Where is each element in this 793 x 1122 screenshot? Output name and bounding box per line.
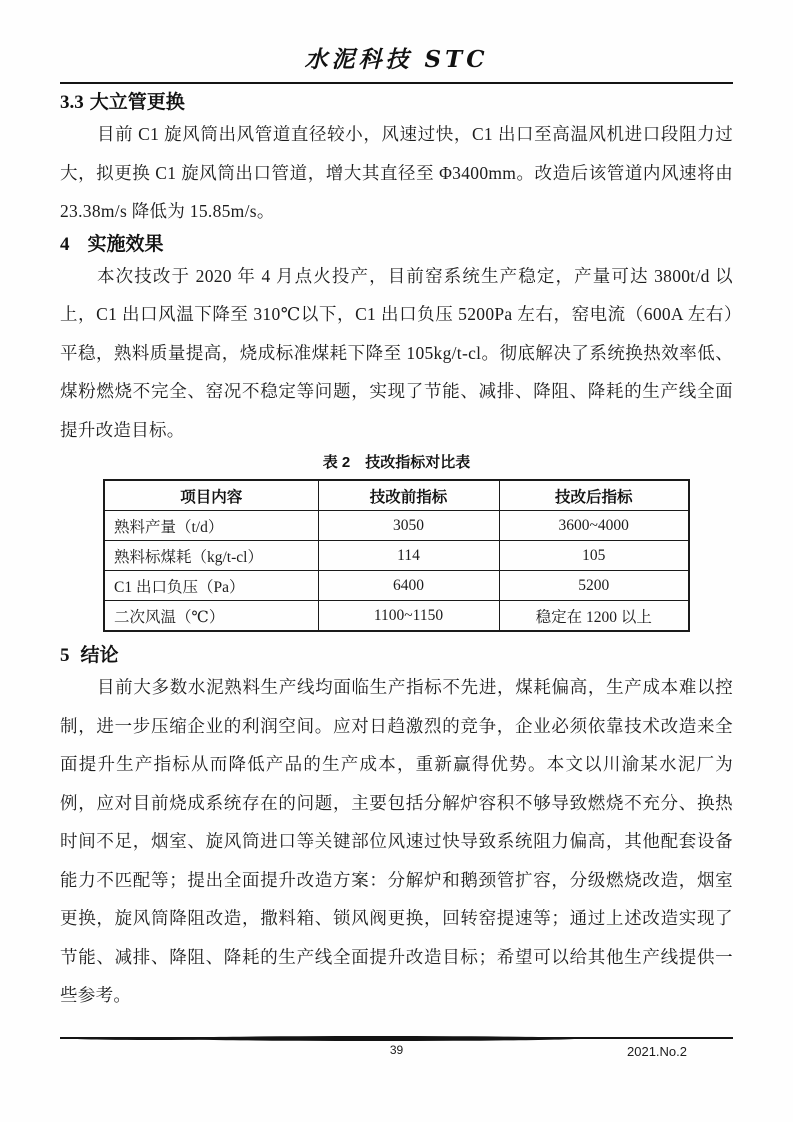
- table-cell: 熟料标煤耗（kg/t-cl）: [104, 541, 318, 571]
- footer-rule-thin-segment: [73, 1037, 235, 1040]
- body-paragraph: 目前 C1 旋风筒出风管道直径较小，风速过快，C1 出口至高温风机进口段阻力过大，拟更换 C1 旋风筒出口管道，增大其直径至 Φ3400mm。改造后该管道内风速将由 23.38m/s 降低为 15.85m/s。: [60, 124, 733, 221]
- section-number: 3.3: [60, 92, 84, 113]
- table-cell: 6400: [318, 571, 499, 601]
- page-footer: [60, 1037, 733, 1077]
- table-cell: C1 出口负压（Pa）: [104, 571, 318, 601]
- table-row: [104, 571, 689, 601]
- table-caption: 表 2 技改指标对比表: [322, 454, 471, 471]
- table-header-cell: 技改前指标: [318, 480, 499, 511]
- table-cell: 3050: [318, 511, 499, 541]
- table-cell: 熟料产量（t/d）: [104, 511, 318, 541]
- section-title: 结论: [80, 645, 119, 666]
- table-header-cell: 项目内容: [104, 480, 318, 511]
- table-cell: 114: [318, 541, 499, 571]
- section-title: 大立管更换: [89, 92, 185, 113]
- footer-rule-thick-segment: [174, 1036, 578, 1041]
- table-row: [104, 541, 689, 571]
- section-number: 5: [60, 645, 70, 666]
- section-heading-4: [60, 233, 733, 257]
- table-cell: 稳定在 1200 以上: [499, 601, 689, 632]
- section-heading-5: [60, 644, 733, 668]
- table-row: [104, 511, 689, 541]
- table-cell: 5200: [499, 571, 689, 601]
- page-content: [60, 0, 733, 1015]
- footer-rule: [60, 1037, 733, 1039]
- journal-title: 水泥科技 STC: [304, 46, 489, 73]
- issue-number: 2021.No.2: [627, 1044, 687, 1059]
- page-number: 39: [389, 1043, 404, 1057]
- header-rule: [60, 82, 733, 84]
- section-title: 实施效果: [87, 233, 164, 255]
- table-header-row: [104, 480, 689, 511]
- table-cell: 二次风温（℃）: [104, 601, 318, 632]
- section-number: 4: [60, 233, 70, 255]
- body-paragraph: 目前大多数水泥熟料生产线均面临生产指标不先进，煤耗偏高，生产成本难以控制，进一步压缩企业的利润空间。应对日趋激烈的竞争，企业必须依靠技术改造来全面提升生产指标从而降低产品的生产成本，重新赢得优势。本文以川渝某水泥厂为例，应对目前烧成系统存在的问题，主要包括分解炉容积不够导致燃烧不充分、换热时间不足，烟室、旋风筒进口等关键部位风速过快导致系统阻力偏高，其他配套设备能力不匹配等；提出全面提升改造方案：分解炉和鹅颈管扩容，分级燃烧改造，烟室更换，旋风筒降阻改造，撒料箱、锁风阀更换，回转窑提速等；通过上述改造实现了节能、减排、降阻、降耗的生产线全面提升改造目标；希望可以给其他生产线提供一些参考。: [60, 677, 733, 1005]
- table-cell: 1100~1150: [318, 601, 499, 632]
- table-cell: 105: [499, 541, 689, 571]
- comparison-table: [103, 479, 690, 632]
- table-header-cell: 技改后指标: [499, 480, 689, 511]
- section-heading-3-3: [60, 91, 733, 115]
- table-cell: 3600~4000: [499, 511, 689, 541]
- table-row: [104, 601, 689, 632]
- body-paragraph: 本次技改于 2020 年 4 月点火投产，目前窑系统生产稳定，产量可达 3800t/d 以上，C1 出口风温下降至 310℃以下，C1 出口负压 5200Pa 左右，窑电流（600A 左右）平稳，熟料质量提高，烧成标准煤耗下降至 105kg/t-cl。彻底解决了系统换热效率低、煤粉燃烧不完全、窑况不稳定等问题，实现了节能、减排、降阻、降耗的生产线全面提升改造目标。: [60, 265, 733, 440]
